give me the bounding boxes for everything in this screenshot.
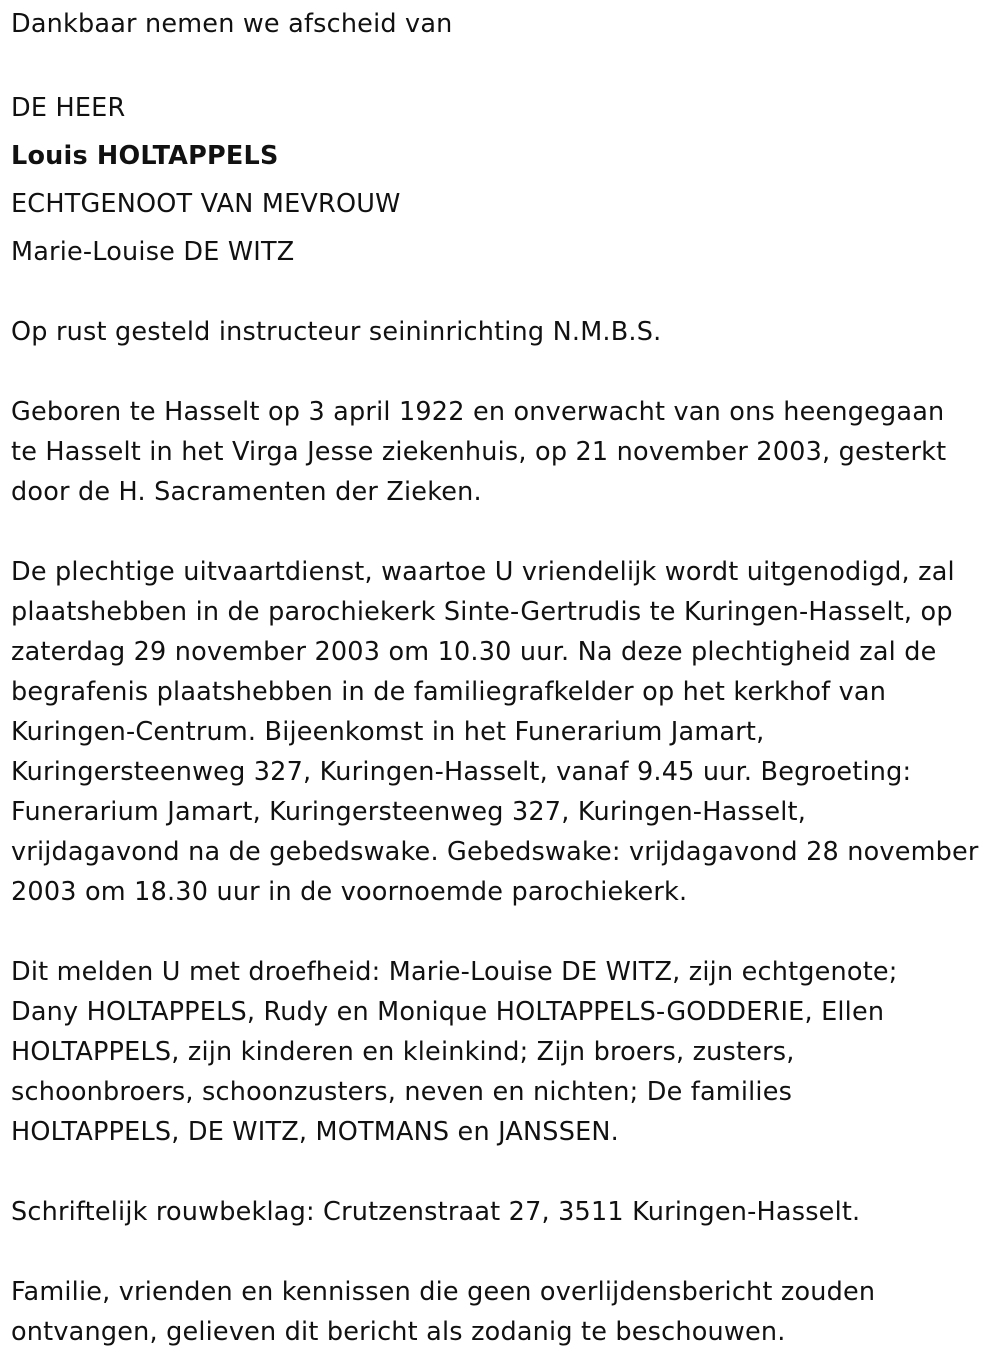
paragraph-line: te Hasselt in het Virga Jesse ziekenhuis, op 21 november 2003, gesterkt [11,437,947,467]
paragraph-line: vrijdagavond na de gebedswake. Gebedswake: vrijdagavond 28 november [11,837,979,867]
obituary-document [11,4,991,1352]
paragraph-line: Geboren te Hasselt op 3 april 1922 en onverwacht van ons heengegaan [11,397,945,427]
closing-paragraph [11,1272,991,1352]
spacer [11,1152,991,1192]
honorific: DE HEER [11,93,126,123]
family-paragraph [11,952,991,1152]
paragraph-line: zaterdag 29 november 2003 om 10.30 uur. Na deze plechtigheid zal de [11,637,937,667]
paragraph-line: Dit melden U met droefheid: Marie-Louise DE WITZ, zijn echtgenote; [11,957,898,987]
spacer [11,912,991,952]
spacer [11,352,991,392]
deceased-header [11,84,991,276]
paragraph-line: 2003 om 18.30 uur in de voornoemde parochiekerk. [11,877,688,907]
paragraph-line: Funerarium Jamart, Kuringersteenweg 327, Kuringen-Hasselt, [11,797,807,827]
paragraph-line: HOLTAPPELS, DE WITZ, MOTMANS en JANSSEN. [11,1117,619,1147]
paragraph-line: Kuringersteenweg 327, Kuringen-Hasselt, vanaf 9.45 uur. Begroeting: [11,757,912,787]
deceased-name: Louis HOLTAPPELS [11,141,279,171]
spacer [11,1232,991,1272]
spacer [11,512,991,552]
intro-text: Dankbaar nemen we afscheid van [11,9,453,39]
paragraph-line: Kuringen-Centrum. Bijeenkomst in het Funerarium Jamart, [11,717,765,747]
paragraph-line: ontvangen, gelieven dit bericht als zodanig te beschouwen. [11,1317,786,1347]
paragraph-line: schoonbroers, schoonzusters, neven en nichten; De families [11,1077,793,1107]
paragraph-line: door de H. Sacramenten der Zieken. [11,477,482,507]
spacer [11,44,991,84]
relation-text: ECHTGENOOT VAN MEVROUW [11,189,401,219]
condolence-address: Schriftelijk rouwbeklag: Crutzenstraat 27, 3511 Kuringen-Hasselt. [11,1197,861,1227]
birth-death-paragraph [11,392,991,512]
profession-text: Op rust gesteld instructeur seininrichting N.M.B.S. [11,317,662,347]
spouse-name: Marie-Louise DE WITZ [11,237,295,267]
spacer [11,276,991,312]
paragraph-line: Familie, vrienden en kennissen die geen overlijdensbericht zouden [11,1277,876,1307]
paragraph-line: plaatshebben in de parochiekerk Sinte-Gertrudis te Kuringen-Hasselt, op [11,597,953,627]
paragraph-line: HOLTAPPELS, zijn kinderen en kleinkind; Zijn broers, zusters, [11,1037,795,1067]
paragraph-line: Dany HOLTAPPELS, Rudy en Monique HOLTAPPELS-GODDERIE, Ellen [11,997,885,1027]
paragraph-line: begrafenis plaatshebben in de familiegrafkelder op het kerkhof van [11,677,887,707]
paragraph-line: De plechtige uitvaartdienst, waartoe U vriendelijk wordt uitgenodigd, zal [11,557,955,587]
ceremony-paragraph [11,552,991,912]
